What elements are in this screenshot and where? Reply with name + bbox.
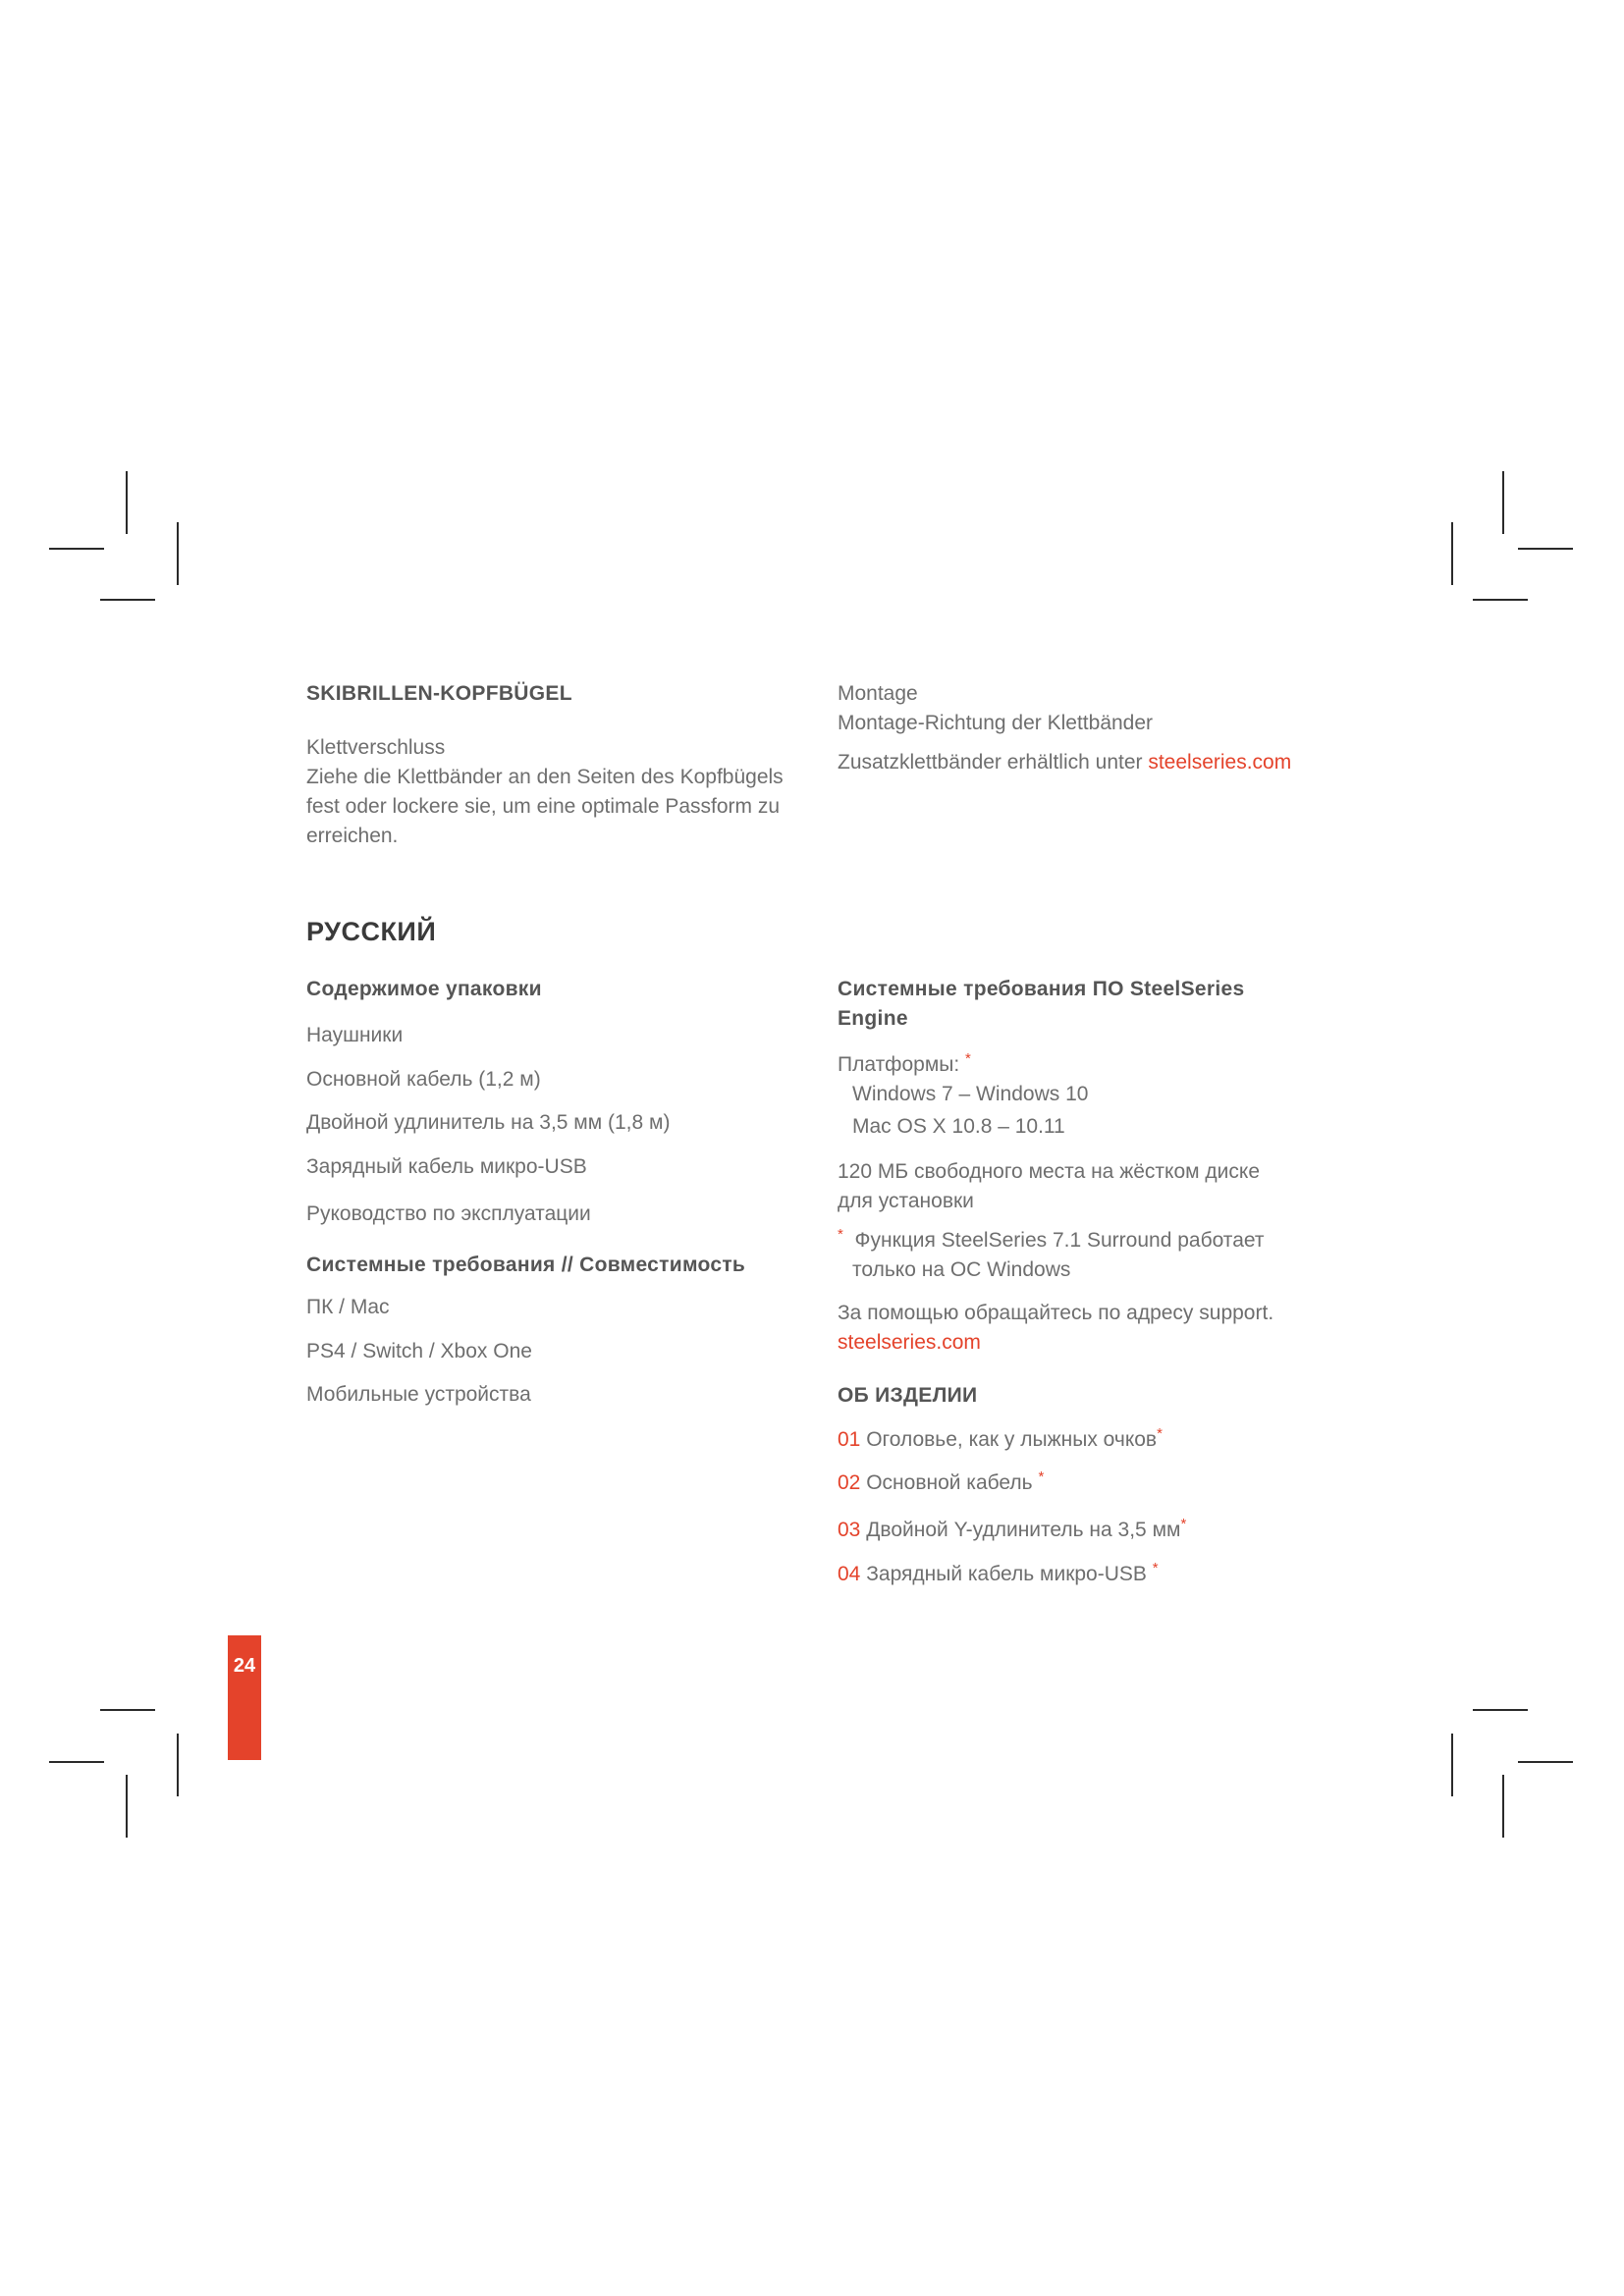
- crop-mark: [1502, 471, 1504, 534]
- page-number: 24: [233, 1655, 256, 1677]
- asterisk-icon: *: [1152, 1560, 1159, 1576]
- crop-mark: [126, 471, 128, 534]
- product-item-text: Основной кабель: [866, 1471, 1033, 1494]
- asterisk-icon: *: [965, 1050, 971, 1067]
- crop-mark: [1473, 599, 1528, 601]
- clasp-title: Klettverschluss: [306, 736, 446, 759]
- product-heading: ОБ ИЗДЕЛИИ: [838, 1384, 978, 1407]
- crop-mark: [1451, 522, 1453, 585]
- support-link[interactable]: steelseries.com: [838, 1331, 981, 1354]
- compat-heading: Системные требования // Совместимость: [306, 1254, 746, 1276]
- software-heading-line: Engine: [838, 1007, 908, 1030]
- product-item: [838, 1425, 1163, 1455]
- extra-straps-text: [838, 748, 1291, 777]
- german-heading: SKIBRILLEN-KOPFBÜGEL: [306, 682, 572, 705]
- product-item-number: 01: [838, 1428, 861, 1451]
- compat-item: Мобильные устройства: [306, 1383, 531, 1406]
- product-item-text: Оголовье, как у лыжных очков: [866, 1428, 1158, 1451]
- disk-requirement-line: для установки: [838, 1190, 974, 1212]
- asterisk-icon: *: [1157, 1425, 1163, 1442]
- crop-mark: [1518, 548, 1573, 550]
- product-item-text: Двойной Y-удлинитель на 3,5 мм: [866, 1519, 1181, 1541]
- package-item: Руководство по эксплуатации: [306, 1202, 591, 1225]
- asterisk-icon: *: [1180, 1516, 1187, 1532]
- product-item-text: Зарядный кабель микро-USB: [866, 1563, 1147, 1585]
- asterisk-icon: *: [1038, 1468, 1045, 1485]
- compat-item: PS4 / Switch / Xbox One: [306, 1340, 532, 1362]
- software-heading-line: Системные требования ПО SteelSeries: [838, 978, 1245, 1000]
- product-item: [838, 1560, 1159, 1589]
- steelseries-link[interactable]: steelseries.com: [1148, 751, 1292, 774]
- crop-mark: [177, 1734, 179, 1796]
- surround-note-line: только на ОС Windows: [852, 1258, 1071, 1281]
- compat-item: ПК / Mac: [306, 1296, 390, 1318]
- package-item: Зарядный кабель микро-USB: [306, 1155, 587, 1178]
- crop-mark: [1502, 1775, 1504, 1838]
- crop-mark: [1518, 1761, 1573, 1763]
- package-item: Основной кабель (1,2 м): [306, 1068, 541, 1091]
- clasp-text-line: fest oder lockere sie, um eine optimale Passform zu: [306, 795, 781, 818]
- platforms-label: [838, 1050, 971, 1080]
- product-item-number: 02: [838, 1471, 861, 1494]
- product-item-number: 04: [838, 1563, 861, 1585]
- crop-mark: [177, 522, 179, 585]
- surround-note-text: Функция SteelSeries 7.1 Surround работает: [854, 1229, 1265, 1252]
- russian-title: РУССКИЙ: [306, 917, 437, 946]
- crop-mark: [1451, 1734, 1453, 1796]
- extra-straps-label: Zusatzklettbänder erhältlich unter: [838, 751, 1149, 774]
- crop-mark: [49, 548, 104, 550]
- platform-item: Mac OS X 10.8 – 10.11: [852, 1115, 1065, 1138]
- platform-item: Windows 7 – Windows 10: [852, 1083, 1089, 1105]
- mount-text: Montage-Richtung der Klettbänder: [838, 712, 1154, 734]
- page-number-tab: [228, 1635, 261, 1760]
- product-item-number: 03: [838, 1519, 861, 1541]
- crop-mark: [1473, 1709, 1528, 1711]
- clasp-text-line: Ziehe die Klettbänder an den Seiten des Kopfbügels: [306, 766, 784, 788]
- clasp-text-line: erreichen.: [306, 825, 399, 847]
- support-text: За помощью обращайтесь по адресу support.: [838, 1302, 1274, 1324]
- asterisk-icon: *: [838, 1226, 843, 1243]
- disk-requirement-line: 120 МБ свободного места на жёстком диске: [838, 1160, 1260, 1183]
- product-item: [838, 1516, 1186, 1545]
- platforms-label-text: Платформы:: [838, 1053, 960, 1076]
- product-item: [838, 1468, 1044, 1498]
- crop-mark: [100, 599, 155, 601]
- crop-mark: [100, 1709, 155, 1711]
- package-item: Двойной удлинитель на 3,5 мм (1,8 м): [306, 1111, 671, 1134]
- crop-mark: [126, 1775, 128, 1838]
- surround-note-line: [838, 1226, 1264, 1255]
- package-item: Наушники: [306, 1024, 404, 1046]
- mount-title: Montage: [838, 682, 918, 705]
- package-heading: Содержимое упаковки: [306, 978, 542, 1000]
- crop-mark: [49, 1761, 104, 1763]
